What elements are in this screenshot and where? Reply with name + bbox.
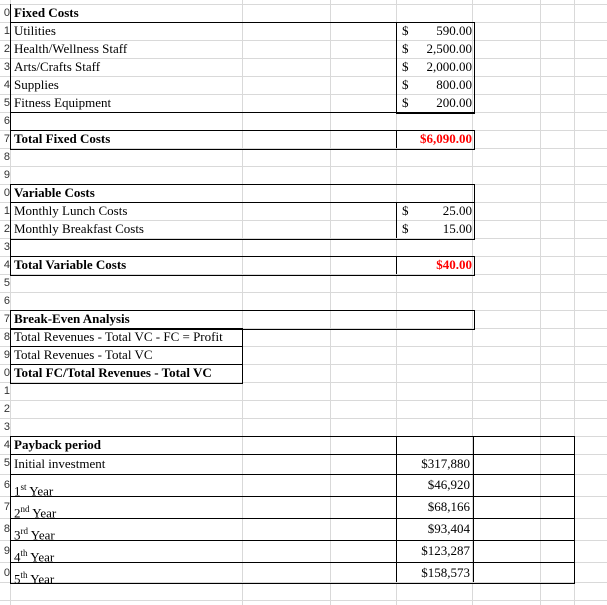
total-variable-label: Total Variable Costs [14, 257, 127, 272]
row-header[interactable]: 6 [3, 295, 10, 307]
row-header[interactable]: 0 [3, 567, 10, 579]
fixed-item-label: Arts/Crafts Staff [14, 59, 101, 74]
currency-symbol: $ [402, 59, 409, 74]
year-ordinal: nd [20, 504, 30, 514]
currency-symbol: $ [402, 203, 409, 218]
fixed-item-amount: 590.00 [436, 23, 472, 38]
year-number: 3 [14, 527, 21, 543]
year-label [14, 474, 54, 499]
fixed-item-label: Health/Wellness Staff [14, 41, 128, 56]
initial-investment-value: $317,880 [421, 456, 470, 471]
row-header[interactable]: 0 [3, 187, 10, 199]
row-header[interactable]: 0 [3, 7, 10, 19]
year-value: $158,573 [421, 565, 470, 580]
row-header[interactable]: 1 [3, 205, 10, 217]
row-header[interactable]: 4 [3, 79, 10, 91]
breakeven-line-3: Total FC/Total Revenues - Total VC [14, 365, 212, 380]
total-variable-value: $40.00 [436, 257, 472, 272]
row-header[interactable]: 8 [3, 331, 10, 343]
fixed-costs-header: Fixed Costs [14, 5, 79, 20]
currency-symbol: $ [402, 77, 409, 92]
variable-item-label: Monthly Breakfast Costs [14, 221, 144, 236]
year-word: Year [30, 571, 55, 587]
row-header[interactable]: 0 [3, 367, 10, 379]
row-header[interactable]: 4 [3, 259, 10, 271]
variable-item-amount: 15.00 [442, 221, 472, 236]
row-header[interactable]: 2 [3, 43, 10, 55]
row-header[interactable]: 7 [3, 501, 10, 513]
year-value: $68,166 [427, 499, 470, 514]
row-header[interactable]: 3 [3, 241, 10, 253]
breakeven-line-2: Total Revenues - Total VC [14, 347, 153, 362]
fixed-item-amount: 200.00 [436, 95, 472, 110]
year-label [14, 540, 55, 565]
breakeven-line-1: Total Revenues - Total VC - FC = Profit [14, 329, 223, 344]
year-ordinal: st [20, 482, 27, 492]
year-label [14, 562, 55, 587]
row-header[interactable]: 9 [3, 545, 10, 557]
row-header[interactable]: 7 [3, 133, 10, 145]
currency-symbol: $ [402, 95, 409, 110]
row-header[interactable]: 9 [3, 349, 10, 361]
breakeven-header: Break-Even Analysis [14, 311, 130, 326]
row-header[interactable]: 8 [3, 523, 10, 535]
row-header[interactable]: 6 [3, 115, 10, 127]
row-header[interactable]: 9 [3, 169, 10, 181]
row-header[interactable]: 5 [3, 457, 10, 469]
row-header[interactable]: 8 [3, 151, 10, 163]
year-number: 5 [14, 571, 21, 587]
year-value: $46,920 [427, 477, 470, 492]
year-label [14, 496, 57, 521]
fixed-item-label: Supplies [14, 77, 59, 92]
currency-symbol: $ [402, 23, 409, 38]
variable-item-label: Monthly Lunch Costs [14, 203, 128, 218]
year-ordinal: th [20, 570, 28, 580]
row-header[interactable]: 2 [3, 403, 10, 415]
row-header[interactable]: 2 [3, 223, 10, 235]
year-label [14, 518, 55, 543]
row-header[interactable]: 3 [3, 421, 10, 433]
row-header[interactable]: 7 [3, 313, 10, 325]
year-number: 1 [14, 483, 21, 499]
currency-symbol: $ [402, 41, 409, 56]
row-header[interactable]: 4 [3, 439, 10, 451]
variable-item-amount: 25.00 [442, 203, 472, 218]
row-header[interactable]: 1 [3, 25, 10, 37]
year-value: $123,287 [421, 543, 470, 558]
total-fixed-value: $6,090.00 [420, 131, 472, 146]
initial-investment-label: Initial investment [14, 456, 106, 471]
row-header[interactable]: 5 [3, 97, 10, 109]
year-ordinal: rd [20, 526, 28, 536]
total-fixed-label: Total Fixed Costs [14, 131, 111, 146]
year-number: 4 [14, 549, 21, 565]
payback-header: Payback period [14, 437, 102, 452]
year-ordinal: th [20, 548, 28, 558]
fixed-item-label: Fitness Equipment [14, 95, 112, 110]
fixed-item-amount: 2,000.00 [426, 59, 472, 74]
row-header[interactable]: 6 [3, 479, 10, 491]
row-header[interactable]: 1 [3, 385, 10, 397]
fixed-item-amount: 2,500.00 [426, 41, 472, 56]
row-header[interactable]: 3 [3, 61, 10, 73]
variable-costs-header: Variable Costs [14, 185, 95, 200]
year-word: Year [30, 527, 55, 543]
currency-symbol: $ [402, 221, 409, 236]
fixed-item-label: Utilities [14, 23, 56, 38]
year-word: Year [32, 505, 57, 521]
row-header[interactable] [0, 582, 10, 604]
fixed-item-amount: 800.00 [436, 77, 472, 92]
row-header[interactable]: 5 [3, 277, 10, 289]
year-number: 2 [14, 505, 21, 521]
year-value: $93,404 [427, 521, 470, 536]
year-word: Year [30, 549, 55, 565]
year-word: Year [29, 483, 54, 499]
